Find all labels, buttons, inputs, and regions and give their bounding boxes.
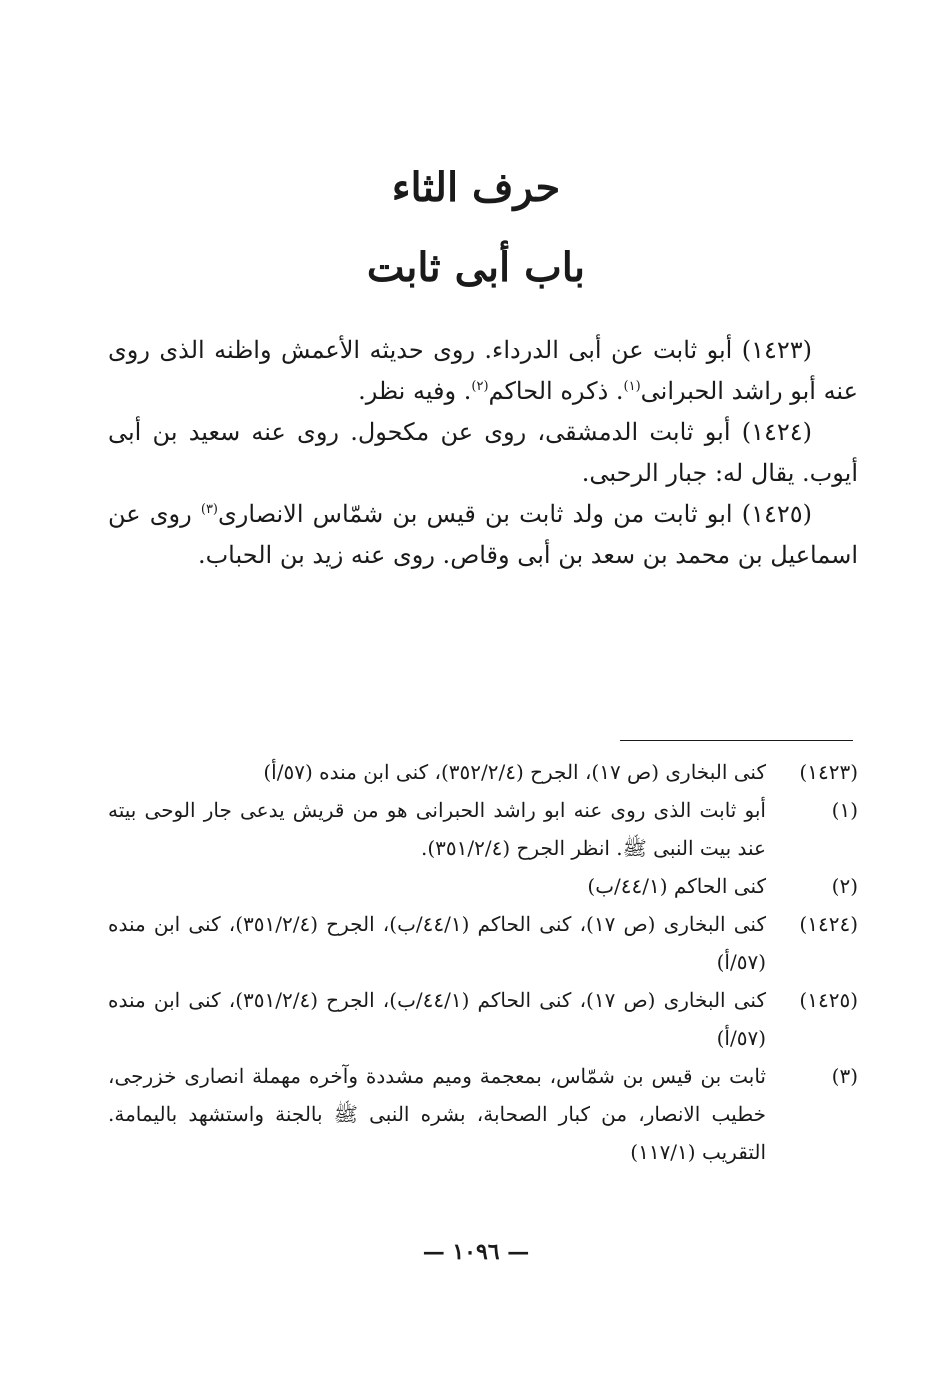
entry-1425 bbox=[108, 494, 858, 576]
footnote-2 bbox=[108, 867, 858, 905]
footnote-3 bbox=[108, 1057, 858, 1171]
main-text bbox=[108, 330, 858, 576]
footnote-text: كنى البخارى (ص ١٧)، الجرح (٣٥٢/٢/٤)، كنى ابن منده (٥٧/أ) bbox=[263, 760, 766, 784]
footnote-divider bbox=[620, 740, 853, 741]
entry-text: (١٤٢٥) ابو ثابت من ولد ثابت بن قيس بن شمّاس الانصارى bbox=[218, 500, 812, 528]
entry-1424: (١٤٢٤) أبو ثابت الدمشقى، روى عن مكحول. روى عنه سعيد بن أبى أيوب. يقال له: جبار الرحبى. bbox=[108, 418, 858, 487]
entry-text: روى عن اسماعيل بن محمد بن سعد بن أبى وقاص. روى عنه زيد بن الحباب. bbox=[108, 500, 858, 569]
footnote-1423 bbox=[108, 753, 858, 791]
footnote-text: كنى الحاكم (٤٤/١/ب) bbox=[587, 874, 766, 898]
footnote-text: كنى البخارى (ص ١٧)، كنى الحاكم (٤٤/١/ب)، الجرح (٣٥١/٢/٤)، كنى ابن منده (٥٧/أ) bbox=[108, 912, 766, 974]
footnotes bbox=[108, 753, 858, 1171]
footnote-1 bbox=[108, 791, 858, 867]
footnote-label: (١٤٢٤) bbox=[799, 912, 858, 936]
footnote-label: (١٤٢٣) bbox=[799, 760, 858, 784]
entry-text: (١٤٢٣) أبو ثابت عن أبى الدرداء. روى حديثه الأعمش واظنه الذى روى عنه أبو راشد الحبرانى bbox=[108, 336, 858, 405]
footnote-label: (٢) bbox=[831, 874, 858, 898]
footnote-ref-3: (٣) bbox=[200, 502, 218, 517]
footnote-text: كنى البخارى (ص ١٧)، كنى الحاكم (٤٤/١/ب)، الجرح (٣٥١/٢/٤)، كنى ابن منده (٥٧/أ) bbox=[108, 988, 766, 1050]
footnote-ref-1: (١) bbox=[623, 379, 641, 394]
footnote-label: (١) bbox=[831, 798, 858, 822]
footnote-1424 bbox=[108, 905, 858, 981]
chapter-heading: حرف الثاء bbox=[391, 164, 561, 211]
entry-text: . ذكره الحاكم bbox=[488, 377, 624, 405]
footnote-text: ثابت بن قيس بن شمّاس، بمعجمة وميم مشددة وآخره مهملة انصارى خزرجى، خطيب الانصار، من كبار الصحابة، بشره النبى ﷺ بالجنة واستشهد باليمامة. التقريب (١١٧/١) bbox=[108, 1064, 766, 1164]
entry-1423 bbox=[108, 330, 858, 412]
footnote-text: أبو ثابت الذى روى عنه ابو راشد الحبرانى هو من قريش يدعى جار الوحى بيته عند بيت النبى ﷺ. انظر الجرح (٣٥١/٢/٤). bbox=[108, 798, 766, 860]
entry-text: . وفيه نظر. bbox=[358, 377, 472, 405]
footnote-label: (٣) bbox=[831, 1064, 858, 1088]
section-heading: باب أبى ثابت bbox=[366, 244, 586, 291]
footnote-label: (١٤٢٥) bbox=[799, 988, 858, 1012]
footnote-1425 bbox=[108, 981, 858, 1057]
page-number: — ١٠٩٦ — bbox=[422, 1239, 530, 1265]
footnote-ref-2: (٢) bbox=[471, 379, 489, 394]
